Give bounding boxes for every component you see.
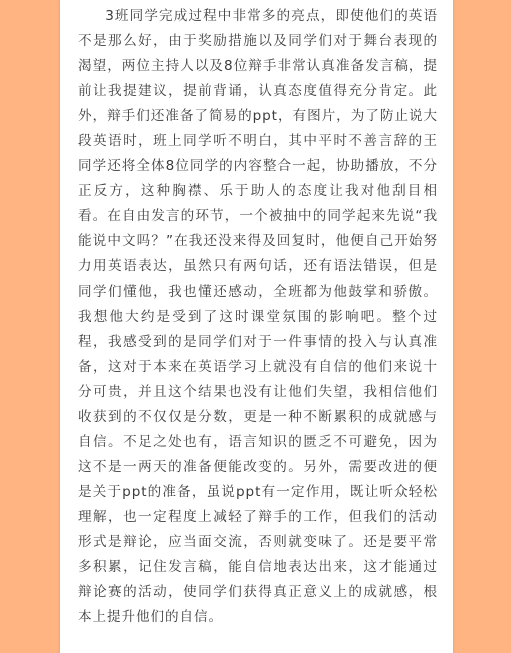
article-paragraph: 3班同学完成过程中非常多的亮点，即使他们的英语不是那么好，由于奖励措施以及同学们对于舞台表现的渴望，两位主持人以及8位辩手非常认真准备发言稿，提前让我提建议，提前背诵，认真态度值得充分肯定。此外，辩手们还准备了简易的ppt，有图片，为了防止说大段英语时，班上同学听不明白，其中平时不善言辞的王同学还将全体8位同学的内容整合一起，协助播放，不分正反方，这种胸襟、乐于助人的态度让我对他刮目相看。在自由发言的环节，一个被抽中的同学起来先说“我能说中文吗？”在我还没来得及回复时，他便自己开始努力用英语表达，虽然只有两句话，还有语法错误，但是同学们懂他，我也懂还感动，全班都为他鼓掌和骄傲。我想他大约是受到了这时课堂氛围的影响吧。整个过程，我感受到的是同学们对于一件事情的投入与认真准备，这对于本来在英语学习上就没有自信的他们来说十分可贵，并且这个结果也没有让他们失望，我相信他们收获到的不仅仅是分数，更是一种不断累积的成就感与自信。不足之处也有，语言知识的匮乏不可避免，因为这不是一两天的准备便能改变的。另外，需要改进的便是关于ppt的准备，虽说ppt有一定作用，既让听众轻松理解，也一定程度上减轻了辩手的工作，但我们的活动形式是辩论，应当面交流，否则就变味了。还是要平常多积累，记住发言稿，能自信地表达出来，这才能通过辩论赛的活动，使同学们获得真正意义上的成就感，根本上提升他们的自信。 bbox=[78, 8, 438, 626]
article-paper bbox=[60, 0, 453, 653]
